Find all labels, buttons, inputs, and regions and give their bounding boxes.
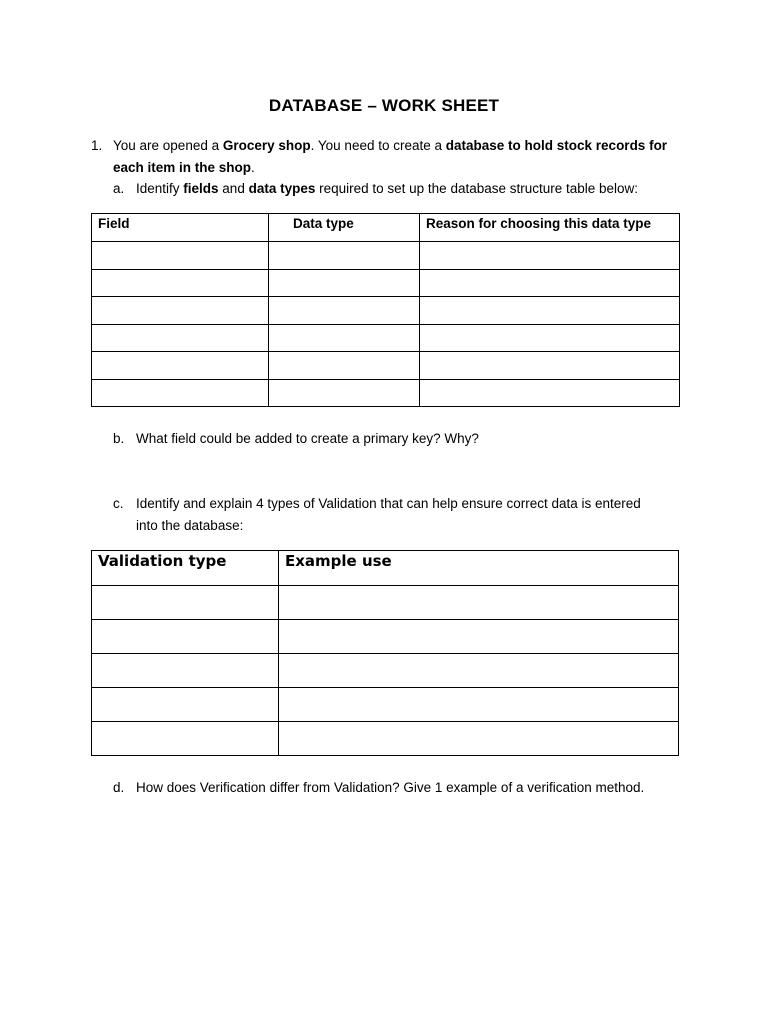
data-type-cell[interactable]	[269, 379, 420, 407]
sub-question-b	[113, 428, 673, 450]
table-row	[92, 722, 679, 756]
column-header-field: Field	[92, 214, 269, 242]
sub-question-text: What field could be added to create a primary key? Why?	[136, 431, 479, 446]
sub-question-text: Identify and explain 4 types of Validation that can help ensure correct data is entered into the database:	[136, 496, 641, 533]
question-bold-shop: Grocery shop	[222, 138, 311, 153]
data-type-cell[interactable]	[269, 269, 420, 297]
question-text	[113, 135, 676, 179]
sub-question-letter: d.	[113, 780, 125, 795]
table-row	[92, 654, 679, 688]
data-type-cell[interactable]	[269, 297, 420, 325]
table-row	[92, 586, 679, 620]
question-number: 1.	[91, 138, 103, 153]
validation-type-cell[interactable]	[92, 620, 279, 654]
sub-text-part: required to set up the database structure table below:	[315, 181, 639, 196]
table-row	[92, 242, 680, 270]
table-row	[92, 379, 680, 407]
sub-bold-data-types: data types	[248, 181, 316, 196]
sub-question-text: How does Verification differ from Validation? Give 1 example of a verification method.	[136, 780, 645, 795]
table-row	[92, 620, 679, 654]
validation-type-cell[interactable]	[92, 688, 279, 722]
example-use-cell[interactable]	[279, 722, 679, 756]
field-cell[interactable]	[92, 242, 269, 270]
table-header-row	[92, 214, 680, 242]
column-header-validation-type: Validation type	[92, 551, 279, 586]
reason-cell[interactable]	[420, 379, 680, 407]
sub-question-text	[136, 178, 673, 200]
sub-question-letter: a.	[113, 181, 125, 196]
example-use-cell[interactable]	[279, 688, 679, 722]
sub-text-part: Identify	[136, 181, 184, 196]
example-use-cell[interactable]	[279, 586, 679, 620]
validation-type-cell[interactable]	[92, 586, 279, 620]
reason-cell[interactable]	[420, 242, 680, 270]
reason-cell[interactable]	[420, 269, 680, 297]
validation-type-cell[interactable]	[92, 654, 279, 688]
validation-table	[91, 550, 679, 756]
question-text-part: . You need to create a	[310, 138, 446, 153]
reason-cell[interactable]	[420, 352, 680, 380]
table-row	[92, 324, 680, 352]
question-text-part: .	[251, 160, 255, 175]
column-header-reason: Reason for choosing this data type	[420, 214, 680, 242]
data-type-cell[interactable]	[269, 352, 420, 380]
example-use-cell[interactable]	[279, 654, 679, 688]
sub-question-a	[113, 178, 673, 200]
data-type-cell[interactable]	[269, 324, 420, 352]
sub-question-letter: b.	[113, 431, 125, 446]
sub-question-letter: c.	[113, 496, 124, 511]
table-row	[92, 352, 680, 380]
sub-bold-fields: fields	[183, 181, 219, 196]
page-title: DATABASE – WORK SHEET	[268, 96, 500, 115]
table-row	[92, 688, 679, 722]
question-text-part: You are opened a	[113, 138, 223, 153]
sub-question-c	[113, 493, 663, 537]
table-row	[92, 269, 680, 297]
sub-question-d	[113, 777, 693, 799]
reason-cell[interactable]	[420, 297, 680, 325]
example-use-cell[interactable]	[279, 620, 679, 654]
question-bold-database: database to hold stock records for each item in the shop	[113, 138, 668, 175]
table-row	[92, 297, 680, 325]
field-cell[interactable]	[92, 379, 269, 407]
fields-table	[91, 213, 680, 407]
sub-text-part: and	[218, 181, 249, 196]
column-header-data-type: Data type	[269, 214, 420, 242]
field-cell[interactable]	[92, 269, 269, 297]
field-cell[interactable]	[92, 297, 269, 325]
table-header-row	[92, 551, 679, 586]
data-type-cell[interactable]	[269, 242, 420, 270]
field-cell[interactable]	[92, 324, 269, 352]
validation-type-cell[interactable]	[92, 722, 279, 756]
column-header-example-use: Example use	[279, 551, 679, 586]
question-1	[91, 135, 676, 179]
reason-cell[interactable]	[420, 324, 680, 352]
field-cell[interactable]	[92, 352, 269, 380]
